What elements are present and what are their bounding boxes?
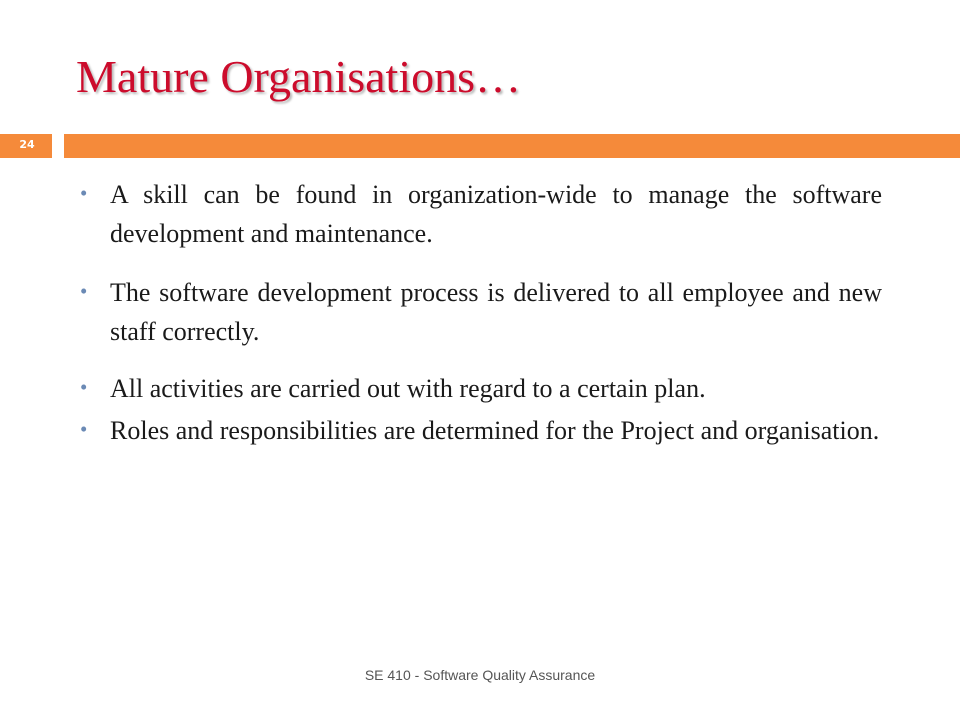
bullet-item [80,369,882,408]
bullet-text: A skill can be found in organization-wide to manage the software development and maintenance. [110,180,882,248]
bullet-text: Roles and responsibilities are determined for the Project and organisation. [110,416,880,445]
header-rule-bar [64,134,960,158]
bullet-text: All activities are carried out with regard to a certain plan. [110,374,706,403]
bullet-icon: • [80,181,88,205]
bullet-text: The software development process is delivered to all employee and new staff correctly. [110,278,882,346]
bullet-item [80,411,882,450]
bullet-item [80,175,882,253]
slide-footer: SE 410 - Software Quality Assurance [364,667,596,683]
bullet-list [80,175,882,450]
bullet-item [80,273,882,351]
page-number: 24 [19,138,35,151]
bullet-icon: • [80,375,88,399]
bullet-icon: • [80,279,88,303]
bullet-icon: • [80,417,88,441]
slide-title: Mature Organisations… [76,51,522,102]
